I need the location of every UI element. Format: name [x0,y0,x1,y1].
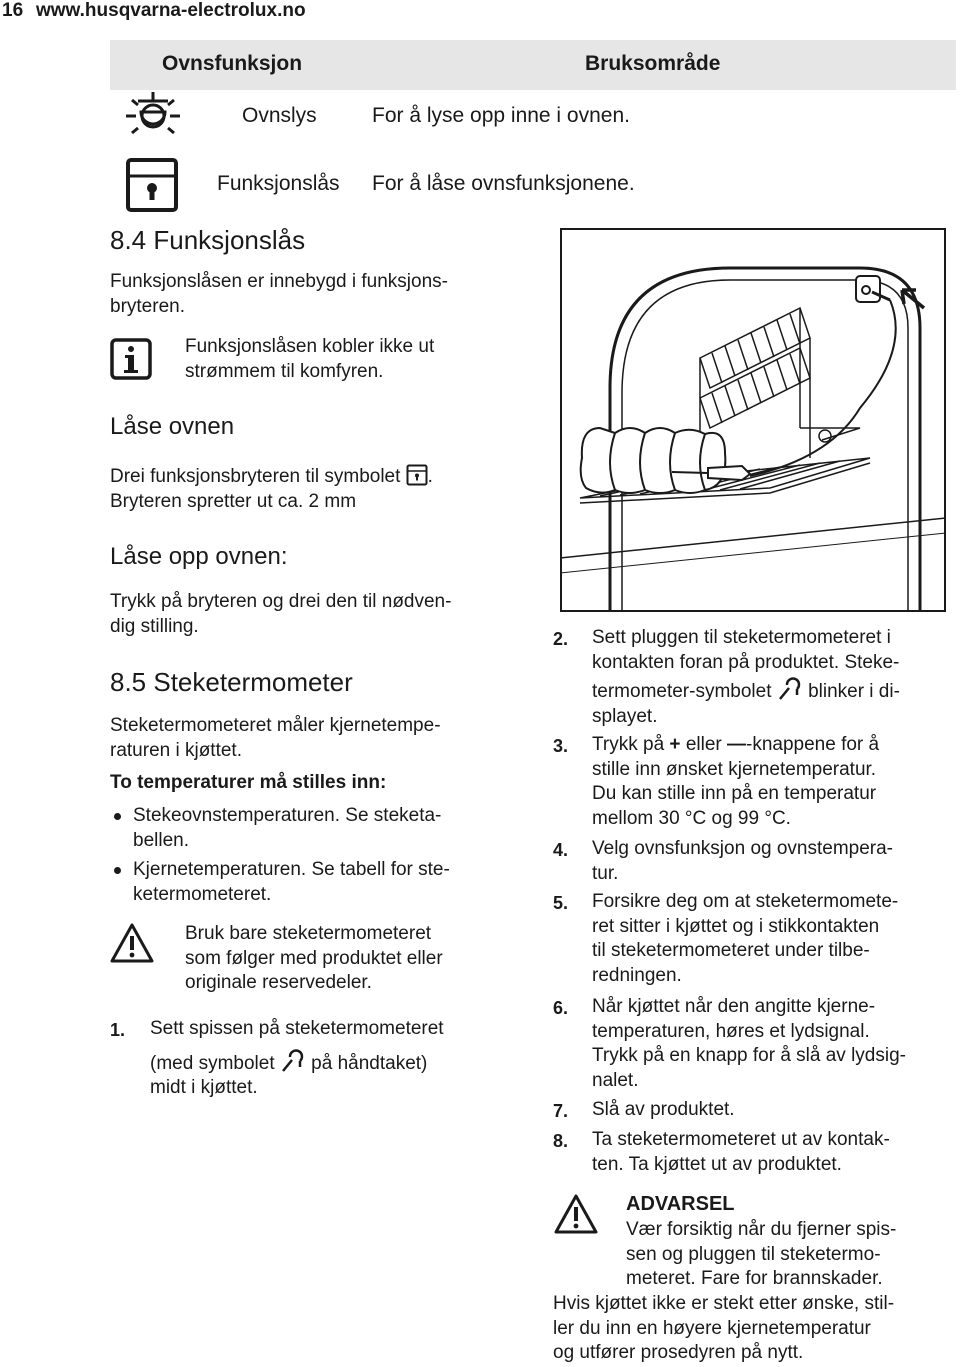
minus-symbol: — [727,734,746,755]
step-number: 7. [553,1101,569,1121]
closing-paragraph: Hvis kjøttet ikke er stekt etter ønske, stil- ler du inn en høyere kjernetemperatur og utfører prosedyren på nytt. [553,1293,895,1363]
step-number: 1. [110,1020,126,1040]
step-8: 8. Ta steketermometeret ut av kontak- ten. Ta kjøttet ut av produktet. [553,1129,890,1175]
step-number: 5. [553,893,569,913]
lock-symbol-icon [406,464,428,486]
lamp-icon [124,88,182,146]
meat-probe-icon [777,675,803,701]
column-header-use: Bruksområde [585,52,721,75]
info-note: Funksjonslåsen kobler ikke ut strømmem til komfyren. [185,336,435,382]
bullet-item: Stekeovnstemperaturen. Se steketa- bellen. [133,805,442,851]
function-name-light: Ovnslys [242,104,317,127]
step-7: 7. Slå av produktet. [553,1098,958,1123]
step-number: 4. [553,840,569,860]
warning-icon [109,922,155,964]
table-header [110,40,956,90]
warning-note: Bruk bare steketermometeret som følger med produktet eller originale reservedeler. [185,923,443,993]
step-number: 6. [553,998,569,1018]
oven-meat-probe-illustration [560,228,946,612]
warning-icon [553,1193,599,1235]
step-3: 3. Trykk på + eller —-knappene for å stille inn ønsket kjernetemperatur. Du kan stille inn på en temperatur mellom 30 °C og 99 °C. [553,734,880,829]
step-5: 5. Forsikre deg om at steketermomete- ret sitter i kjøttet og i stikkontakten til steketermometeret under tilbe- redningen. [553,891,899,986]
bullet-item: Kjernetemperaturen. Se tabell for ste- ketermometeret. [133,859,450,905]
step-number: 3. [553,736,569,756]
lock-oven-text: Drei funksjonsbryteren til symbolet . Bryteren spretter ut ca. 2 mm [110,466,433,512]
plus-symbol: + [669,734,681,755]
unlock-oven-heading: Låse opp ovnen: [110,543,288,570]
lock-oven-heading: Låse ovnen [110,413,235,440]
step-number: 8. [553,1131,569,1151]
step-number: 2. [553,629,569,649]
function-name-lock: Funksjonslås [217,172,340,195]
step-4: 4. Velg ovnsfunksjon og ovnstempera- tur. [553,838,894,884]
function-use-lock: For å låse ovnsfunksjonene. [372,172,635,195]
section-8-4-intro: Funksjonslåsen er innebygd i funksjons- bryteren. [110,271,448,317]
step-1: 1. Sett spissen på steketermometeret (med symbolet på håndtaket) midt i kjøttet. [110,1018,444,1098]
bullet-dot [114,867,121,874]
function-use-light: For å lyse opp inne i ovnen. [372,104,630,127]
info-icon [110,338,152,380]
lock-icon [126,158,178,212]
column-header-function: Ovnsfunksjon [162,52,303,75]
page-number: 16 [2,0,24,21]
header-url[interactable]: www.husqvarna-electrolux.no [36,0,306,21]
warning-title: ADVARSEL [626,1193,735,1215]
temperatures-subheading: To temperaturer må stilles inn: [110,772,387,793]
section-8-5-intro: Steketermometeret måler kjernetempe- raturen i kjøttet. [110,715,441,761]
unlock-oven-text: Trykk på bryteren og drei den til nødven- dig stilling. [110,591,452,637]
section-heading-8-5: 8.5 Steketermometer [110,667,353,697]
step-2: 2. Sett pluggen til steketermometeret i kontakten foran på produktet. Steke- termometer-symbolet blinker i di- splayet. [553,627,900,727]
warning-text: Vær forsiktig når du fjerner spis- sen og pluggen til steketermo- meteret. Fare for brannskader. [626,1219,897,1289]
section-heading-8-4: 8.4 Funksjonslås [110,225,306,255]
bullet-dot [114,813,121,820]
meat-probe-icon [280,1047,306,1073]
step-6: 6. Når kjøttet når den angitte kjerne- temperaturen, høres et lydsignal. Trykk på en knapp for å slå av lydsig- nalet. [553,996,906,1091]
